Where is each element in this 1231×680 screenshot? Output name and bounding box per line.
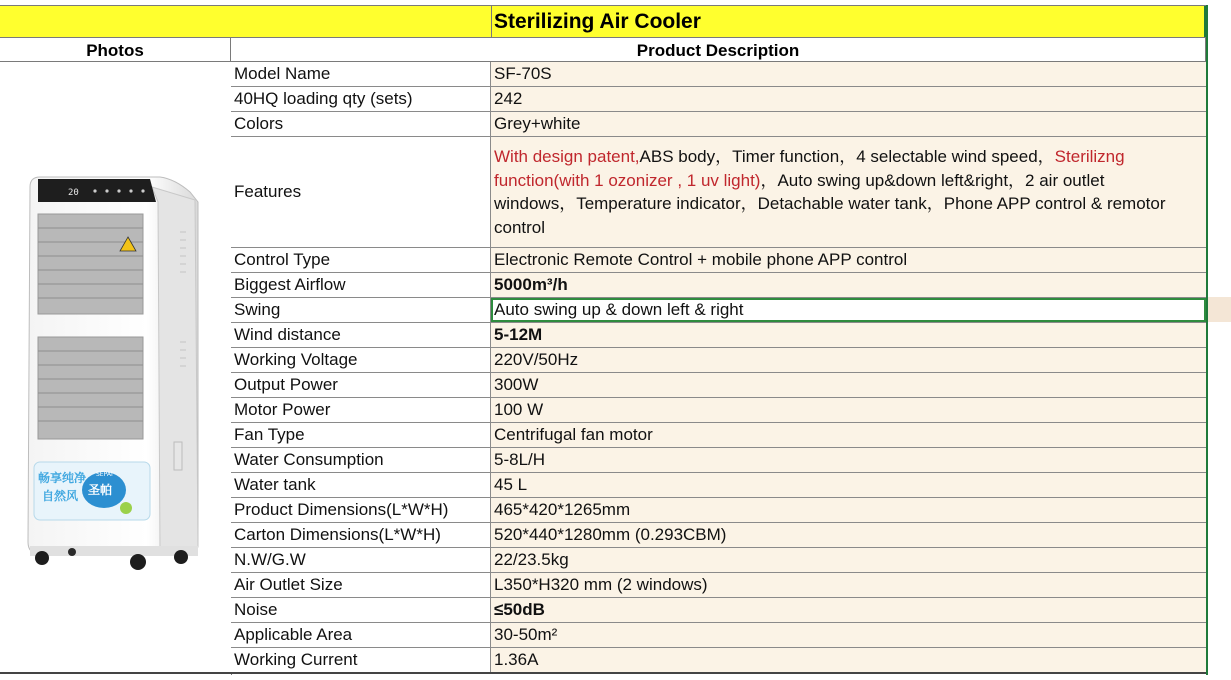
row-value[interactable]: 22/23.5kg: [491, 548, 1206, 572]
row-value[interactable]: ≤50dB: [491, 598, 1206, 622]
table-row[interactable]: [231, 137, 1206, 248]
row-label[interactable]: Water tank: [231, 473, 491, 497]
row-label[interactable]: Product Dimensions(L*W*H): [231, 498, 491, 522]
table-row[interactable]: [231, 498, 1206, 523]
row-value[interactable]: L350*H320 mm (2 windows): [491, 573, 1206, 597]
table-row[interactable]: [231, 448, 1206, 473]
row-label[interactable]: Working Current: [231, 648, 491, 672]
row-value[interactable]: Centrifugal fan motor: [491, 423, 1206, 447]
row-label[interactable]: Biggest Airflow: [231, 273, 491, 297]
features-body: ABS body，Timer function，4 selectable wind speed，: [639, 147, 1055, 166]
table-row[interactable]: [231, 112, 1206, 137]
page-title[interactable]: Sterilizing Air Cooler: [491, 6, 1206, 38]
row-value[interactable]: 5-8L/H: [491, 448, 1206, 472]
row-label[interactable]: Noise: [231, 598, 491, 622]
table-row[interactable]: [231, 473, 1206, 498]
row-value[interactable]: 465*420*1265mm: [491, 498, 1206, 522]
row-label[interactable]: Model Name: [231, 62, 491, 86]
header-photos[interactable]: Photos: [0, 37, 231, 62]
air-cooler-product-image: [0, 62, 231, 675]
row-value[interactable]: 220V/50Hz: [491, 348, 1206, 372]
features-patent: With design patent,: [494, 147, 640, 166]
row-label[interactable]: Working Voltage: [231, 348, 491, 372]
svg-text:畅享纯净: 畅享纯净: [38, 471, 87, 485]
row-value[interactable]: 100 W: [491, 398, 1206, 422]
row-label[interactable]: Colors: [231, 112, 491, 136]
row-value[interactable]: 30-50m²: [491, 623, 1206, 647]
row-label[interactable]: Fan Type: [231, 423, 491, 447]
features-rest: ，Auto swing up&down left&right，2 air outlet windows，Temperature indicator，Detachable water tank，Phone APP control & remotor control: [494, 170, 1166, 237]
row-value[interactable]: 520*440*1280mm (0.293CBM): [491, 523, 1206, 547]
row-label[interactable]: Swing: [231, 298, 491, 322]
row-value[interactable]: 45 L: [491, 473, 1206, 497]
table-row[interactable]: [231, 398, 1206, 423]
title-row[interactable]: [0, 5, 1206, 38]
table-row[interactable]: [231, 348, 1206, 373]
row-value[interactable]: 242: [491, 87, 1206, 111]
spec-table: [231, 62, 1206, 673]
svg-text:圣帕: 圣帕: [88, 483, 113, 497]
header-product-description[interactable]: Product Description: [231, 37, 1206, 62]
photo-cell[interactable]: [0, 62, 232, 675]
table-row-selected[interactable]: [231, 298, 1206, 323]
row-label[interactable]: Water Consumption: [231, 448, 491, 472]
selected-cell[interactable]: Auto swing up & down left & right: [491, 298, 1206, 322]
svg-text:SEPAI: SEPAI: [96, 471, 113, 478]
row-value[interactable]: Grey+white: [491, 112, 1206, 136]
features-sterilizing: Sterilizng function(with 1 ozonizer , 1 uv light): [494, 147, 1125, 190]
lower-louvre: [38, 337, 143, 439]
table-row[interactable]: [231, 273, 1206, 298]
row-label[interactable]: 40HQ loading qty (sets): [231, 87, 491, 111]
table-row[interactable]: [231, 648, 1206, 673]
row-value[interactable]: 1.36A: [491, 648, 1206, 672]
svg-text:自然风: 自然风: [42, 489, 79, 503]
table-row[interactable]: [231, 62, 1206, 87]
table-row[interactable]: [231, 523, 1206, 548]
sheet-bottom-border: [0, 672, 1206, 674]
table-row[interactable]: [231, 573, 1206, 598]
row-value[interactable]: SF-70S: [491, 62, 1206, 86]
display-digits: 20: [68, 188, 79, 198]
table-row[interactable]: [231, 598, 1206, 623]
front-decal: [34, 462, 150, 520]
row-label[interactable]: Carton Dimensions(L*W*H): [231, 523, 491, 547]
row-value[interactable]: Electronic Remote Control + mobile phone APP control: [491, 248, 1206, 272]
table-row[interactable]: [231, 323, 1206, 348]
row-value[interactable]: [491, 137, 1206, 247]
row-label[interactable]: Wind distance: [231, 323, 491, 347]
table-row[interactable]: [231, 87, 1206, 112]
row-label[interactable]: Motor Power: [231, 398, 491, 422]
table-row[interactable]: [231, 248, 1206, 273]
row-label[interactable]: Output Power: [231, 373, 491, 397]
row-label[interactable]: Applicable Area: [231, 623, 491, 647]
table-row[interactable]: [231, 373, 1206, 398]
table-row[interactable]: [231, 623, 1206, 648]
row-value[interactable]: 5000m³/h: [491, 273, 1206, 297]
row-label[interactable]: Air Outlet Size: [231, 573, 491, 597]
row-value[interactable]: 5-12M: [491, 323, 1206, 347]
table-row[interactable]: [231, 548, 1206, 573]
row-highlight-right: [1208, 297, 1231, 322]
row-label[interactable]: Control Type: [231, 248, 491, 272]
row-value[interactable]: 300W: [491, 373, 1206, 397]
table-row[interactable]: [231, 423, 1206, 448]
row-label[interactable]: N.W/G.W: [231, 548, 491, 572]
upper-louvre: [38, 214, 143, 314]
sheet-right-border: [1206, 5, 1208, 675]
row-label[interactable]: Features: [231, 137, 491, 247]
